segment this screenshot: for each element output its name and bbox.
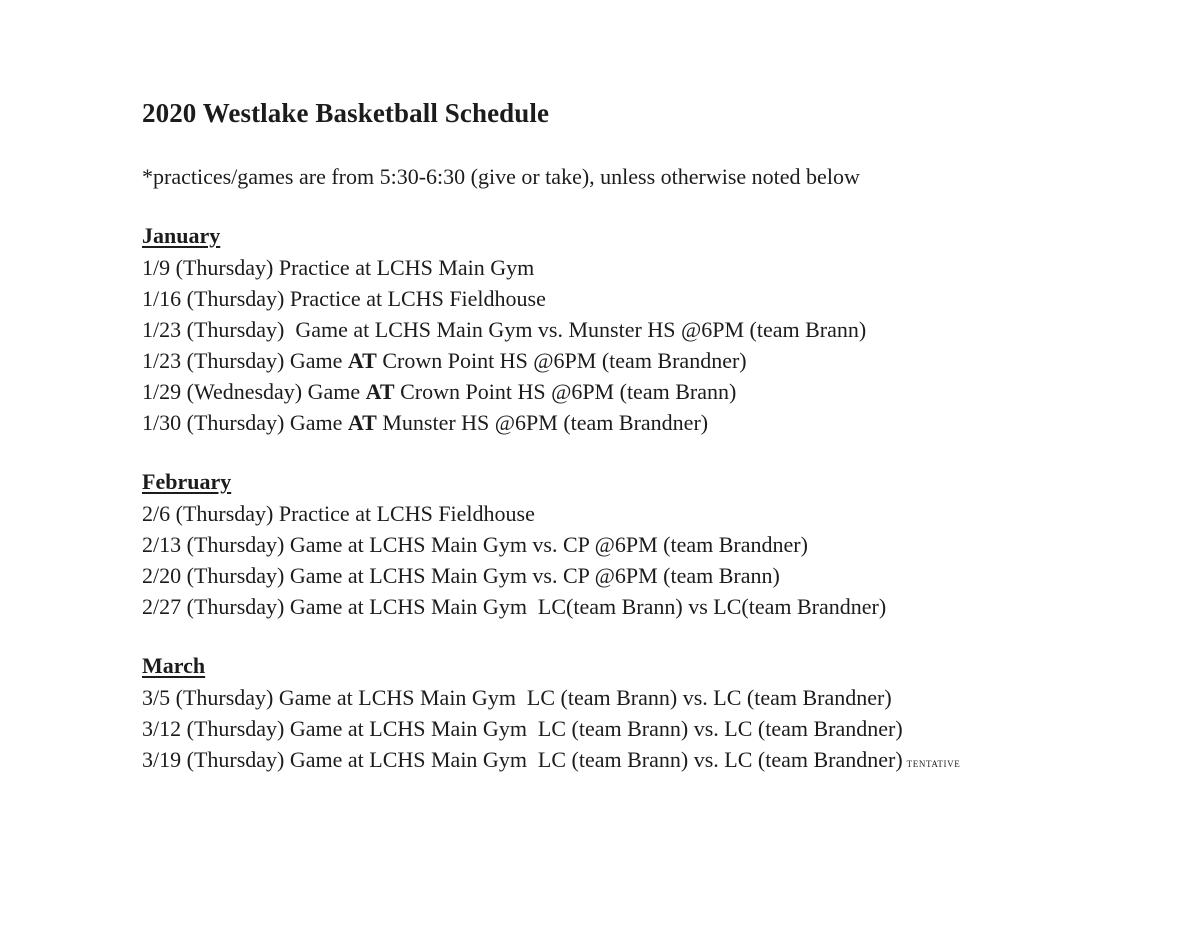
schedule-entry — [142, 529, 1142, 560]
entry-text: 1/23 (Thursday) Game at LCHS Main Gym vs. Munster HS @6PM (team Brann) — [142, 317, 867, 342]
schedule-entry — [142, 407, 1142, 438]
entry-text: 2/13 (Thursday) Game at LCHS Main Gym vs. CP @6PM (team Brandner) — [142, 532, 808, 557]
entry-text-continued: Crown Point HS @6PM (team Brandner) — [376, 348, 747, 373]
schedule-entry — [142, 314, 1142, 345]
schedule-entry — [142, 591, 1142, 622]
month-heading: January — [142, 223, 221, 248]
month-section-march — [142, 651, 1142, 780]
page-title: 2020 Westlake Basketball Schedule — [142, 98, 550, 128]
month-heading: February — [142, 469, 232, 494]
entry-away-marker: AT — [347, 410, 377, 435]
entry-text: 1/23 (Thursday) Game — [142, 348, 348, 373]
month-section-january — [142, 221, 1142, 438]
entry-text: 2/27 (Thursday) Game at LCHS Main Gym LC(team Brann) vs LC(team Brandner) — [142, 594, 887, 619]
entry-away-marker: AT — [365, 379, 395, 404]
schedule-entry — [142, 376, 1142, 407]
schedule-entry — [142, 345, 1142, 376]
schedule-entry — [142, 682, 1142, 713]
month-heading: March — [142, 653, 206, 678]
schedule-entry — [142, 498, 1142, 529]
entry-text: 1/30 (Thursday) Game — [142, 410, 348, 435]
schedule-entry — [142, 713, 1142, 744]
month-section-february — [142, 467, 1142, 622]
schedule-note: *practices/games are from 5:30-6:30 (give or take), unless otherwise noted below — [142, 164, 860, 189]
tentative-tag: TENTATIVE — [906, 759, 961, 769]
entry-text: 1/9 (Thursday) Practice at LCHS Main Gym — [142, 255, 535, 280]
entry-text: 3/19 (Thursday) Game at LCHS Main Gym LC (team Brann) vs. LC (team Brandner) — [142, 747, 903, 772]
months-container — [142, 221, 1142, 780]
entry-away-marker: AT — [347, 348, 377, 373]
schedule-entry — [142, 252, 1142, 283]
entry-text: 1/16 (Thursday) Practice at LCHS Fieldhouse — [142, 286, 546, 311]
entry-text: 3/12 (Thursday) Game at LCHS Main Gym LC (team Brann) vs. LC (team Brandner) — [142, 716, 903, 741]
entry-text: 2/20 (Thursday) Game at LCHS Main Gym vs. CP @6PM (team Brann) — [142, 563, 780, 588]
entry-text: 1/29 (Wednesday) Game — [142, 379, 366, 404]
entry-text: 2/6 (Thursday) Practice at LCHS Fieldhouse — [142, 501, 535, 526]
entry-text-continued: Munster HS @6PM (team Brandner) — [376, 410, 709, 435]
schedule-entry — [142, 283, 1142, 314]
schedule-document — [142, 96, 1142, 780]
schedule-entry — [142, 560, 1142, 591]
entry-text-continued: Crown Point HS @6PM (team Brann) — [394, 379, 737, 404]
entry-text: 3/5 (Thursday) Game at LCHS Main Gym LC (team Brann) vs. LC (team Brandner) — [142, 685, 892, 710]
schedule-entry — [142, 744, 1142, 780]
